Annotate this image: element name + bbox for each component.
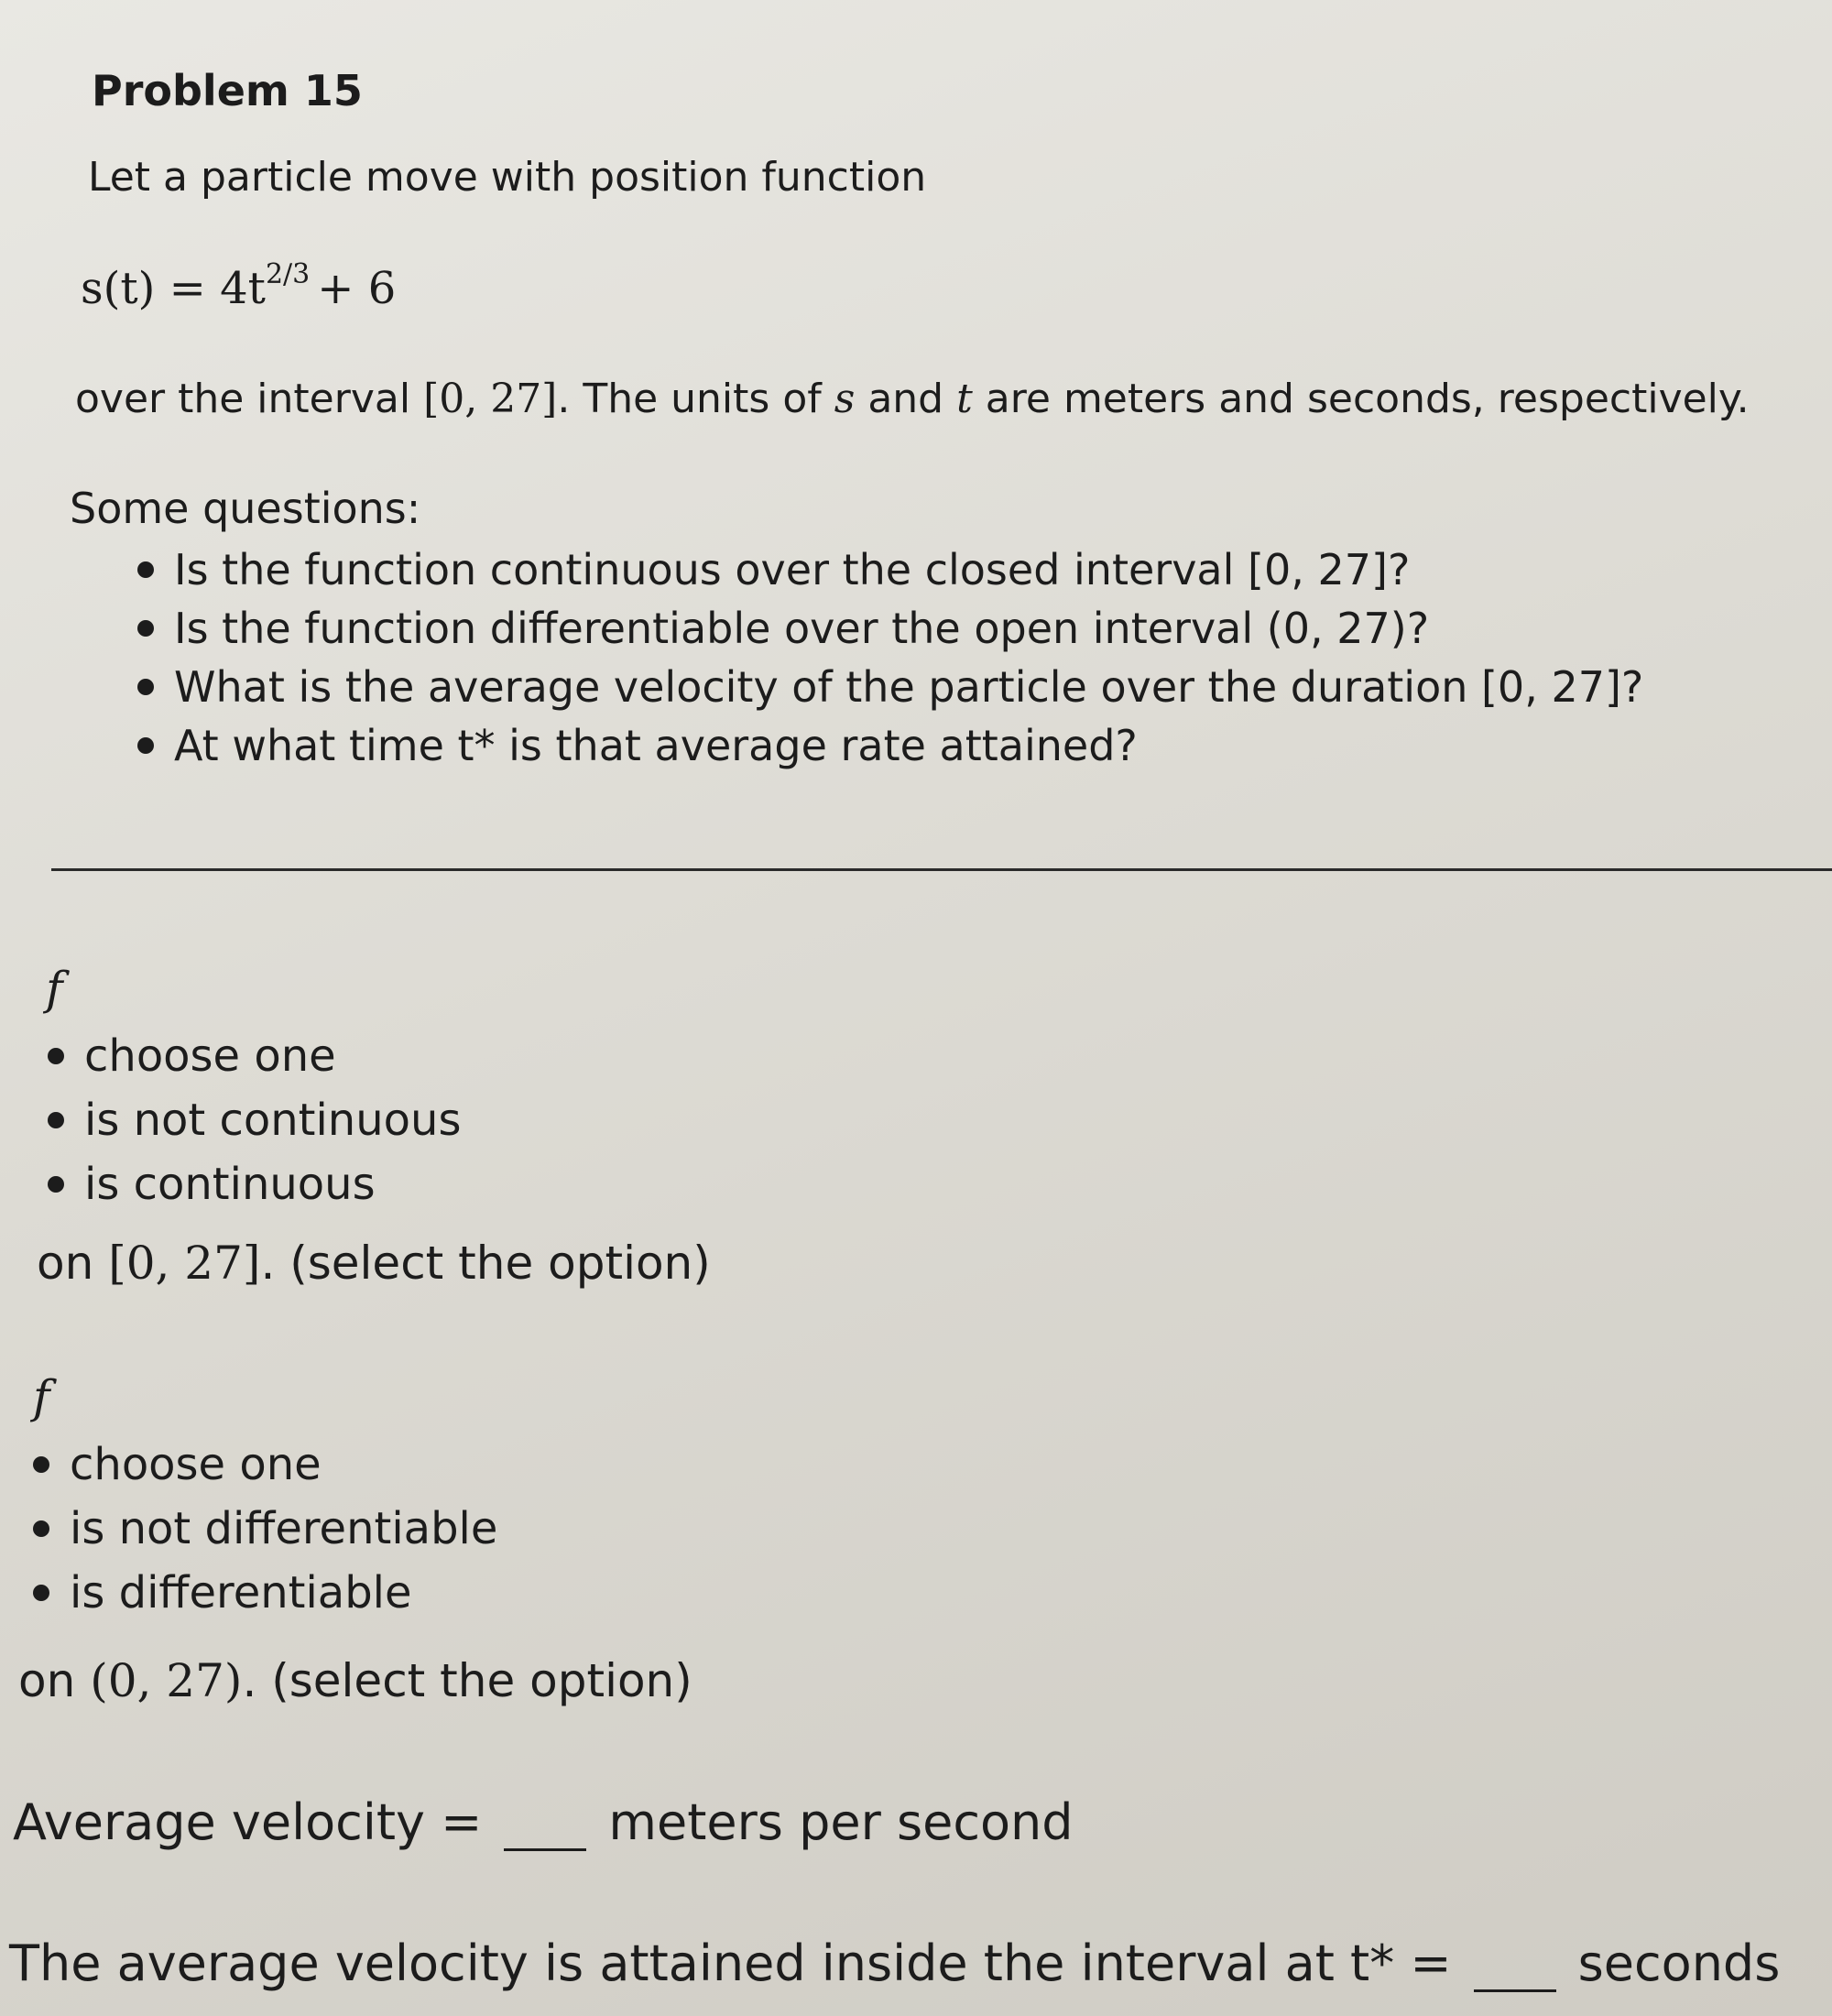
divider (51, 868, 1832, 871)
bullet-icon (33, 1456, 49, 1473)
intro-text: Let a particle move with position function (88, 154, 927, 201)
differentiability-select[interactable] (33, 1433, 497, 1625)
questions-list (137, 540, 1643, 775)
differentiability-option[interactable] (33, 1497, 497, 1561)
bullet-icon (48, 1176, 64, 1193)
list-item (137, 599, 1643, 658)
questions-heading: Some questions: (70, 484, 421, 533)
var-t: t (956, 376, 973, 422)
bullet-icon (137, 620, 154, 637)
problem-title: Problem 15 (92, 66, 363, 115)
differentiability-var-f: f (33, 1370, 50, 1423)
question-text: Is the function differentiable over the open interval (0, 27)? (174, 604, 1430, 653)
bullet-icon (137, 679, 154, 695)
continuity-option[interactable] (48, 1152, 461, 1216)
bullet-icon (137, 561, 154, 578)
bullet-icon (33, 1520, 49, 1537)
attained-time-label: The average velocity is attained inside the interval at t* = (9, 1934, 1452, 1992)
formula-rhs: + 6 (317, 263, 397, 314)
average-velocity-row (13, 1793, 1074, 1851)
differentiability-trail (18, 1654, 692, 1707)
trail-suffix: . (select the option) (242, 1654, 692, 1707)
bullet-icon (48, 1112, 64, 1128)
option-label: is continuous (84, 1159, 376, 1210)
attained-time-input[interactable] (1474, 1942, 1556, 1992)
question-text: What is the average velocity of the particle over the duration [0, 27]? (174, 662, 1644, 712)
formula-exponent: 2/3 (265, 258, 311, 290)
continuity-var-f: f (46, 962, 63, 1015)
question-text: Is the function continuous over the closed interval [0, 27]? (174, 545, 1411, 594)
interval-text-1: over the interval (75, 376, 411, 422)
option-label: choose one (70, 1439, 322, 1490)
continuity-trail (37, 1237, 711, 1290)
var-s: s (834, 376, 856, 422)
list-item (137, 540, 1643, 599)
average-velocity-input[interactable] (504, 1801, 586, 1851)
continuity-option[interactable] (48, 1024, 461, 1088)
trail-suffix: . (select the option) (260, 1237, 711, 1290)
attained-time-unit: seconds (1577, 1934, 1781, 1992)
continuity-option[interactable] (48, 1088, 461, 1152)
formula-lhs: s(t) = 4t (81, 263, 266, 314)
trail-prefix: on (18, 1654, 76, 1707)
bullet-icon (137, 737, 154, 754)
option-label: is not differentiable (70, 1503, 498, 1554)
trail-math: [0, 27] (108, 1237, 261, 1290)
differentiability-option[interactable] (33, 1561, 497, 1625)
attained-time-row (9, 1934, 1780, 1992)
option-label: is differentiable (70, 1567, 412, 1618)
interval-text-4: are meters and seconds, respectively. (985, 376, 1750, 422)
bullet-icon (33, 1585, 49, 1601)
interval-text-2: . The units of (557, 376, 822, 422)
average-velocity-label: Average velocity = (13, 1793, 483, 1851)
bullet-icon (48, 1048, 64, 1064)
interval-text-3: and (867, 376, 944, 422)
position-formula (81, 258, 396, 314)
differentiability-option[interactable] (33, 1433, 497, 1497)
average-velocity-unit: meters per second (608, 1793, 1074, 1851)
question-text: At what time t* is that average rate attained? (174, 721, 1138, 770)
trail-prefix: on (37, 1237, 94, 1290)
continuity-select[interactable] (48, 1024, 461, 1216)
option-label: choose one (84, 1030, 336, 1082)
option-label: is not continuous (84, 1095, 462, 1146)
list-item (137, 658, 1643, 716)
list-item (137, 716, 1643, 775)
interval-description (75, 376, 1750, 422)
trail-math: (0, 27) (90, 1654, 243, 1707)
interval-math: [0, 27] (423, 376, 558, 422)
